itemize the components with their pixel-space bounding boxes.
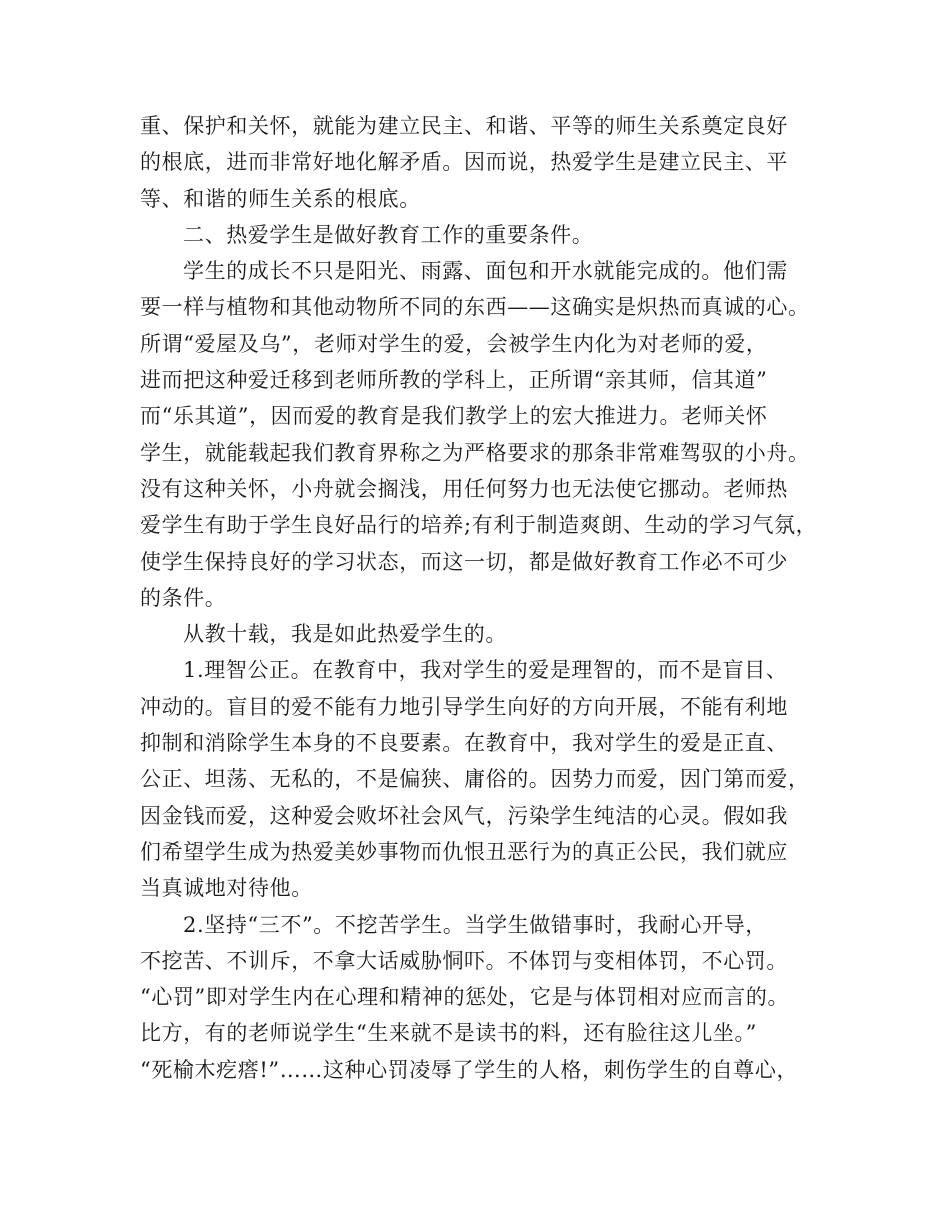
text-line: 的根底，进而非常好地化解矛盾。因而说，热爱学生是建立民主、平 xyxy=(140,150,788,175)
text-line: 学生的成长不只是阳光、雨露、面包和开水就能完成的。他们需 xyxy=(183,259,788,284)
text-line: 抑制和消除学生本身的不良要素。在教育中，我对学生的爱是正直、 xyxy=(140,731,788,756)
text-line: 1.理智公正。在教育中，我对学生的爱是理智的，而不是盲目、 xyxy=(183,658,788,683)
text-line: 公正、坦荡、无私的，不是偏狭、庸俗的。因势力而爱，因门第而爱， xyxy=(140,767,810,792)
text-line: 学生，就能载起我们教育界称之为严格要求的那条非常难驾驭的小舟。 xyxy=(140,440,810,465)
text-line: 没有这种关怀，小舟就会搁浅，用任何努力也无法使它挪动。老师热 xyxy=(140,476,788,501)
text-line: 的条件。 xyxy=(140,585,227,610)
text-line: 使学生保持良好的学习状态，而这一切，都是做好教育工作必不可少 xyxy=(140,549,788,574)
text-line: 重、保护和关怀，就能为建立民主、和谐、平等的师生关系奠定良好 xyxy=(140,114,788,138)
text-line: 2.坚持“三不”。不挖苦学生。当学生做错事时，我耐心开导， xyxy=(183,912,767,937)
text-line: 所谓“爱屋及乌”，老师对学生的爱，会被学生内化为对老师的爱， xyxy=(140,331,768,356)
text-line: 二、热爱学生是做好教育工作的重要条件。 xyxy=(183,222,594,247)
text-line: 不挖苦、不训斥，不拿大话威胁恫吓。不体罚与变相体罚，不心罚。 xyxy=(140,948,788,973)
text-line: “心罚”即对学生内在心理和精神的惩处，它是与体罚相对应而言的。 xyxy=(140,985,790,1010)
text-line: 进而把这种爱迁移到老师所教的学科上，正所谓“亲其师，信其道” xyxy=(140,368,768,393)
text-line: 比方，有的老师说学生“生来就不是读书的料，还有脸往这儿坐。” xyxy=(140,1021,757,1046)
text-line: 要一样与植物和其他动物所不同的东西——这确实是炽热而真诚的心。 xyxy=(140,295,810,320)
text-line: 们希望学生成为热爱美妙事物而仇恨丑恶行为的真正公民，我们就应 xyxy=(140,839,788,864)
text-line: “死榆木疙瘩!”……这种心罚凌辱了学生的人格，刺伤学生的自尊心， xyxy=(140,1057,799,1082)
document-body xyxy=(140,108,830,1088)
text-line: 等、和谐的师生关系的根底。 xyxy=(140,186,421,211)
text-line: 从教十载，我是如此热爱学生的。 xyxy=(183,622,507,647)
text-line: 当真诚地对待他。 xyxy=(140,876,313,901)
text-line: 冲动的。盲目的爱不能有力地引导学生向好的方向开展，不能有利地 xyxy=(140,694,788,719)
text-line: 因金钱而爱，这种爱会败坏社会风气，污染学生纯洁的心灵。假如我 xyxy=(140,803,788,828)
text-line: 爱学生有助于学生良好品行的培养;有利于制造爽朗、生动的学习气氛， xyxy=(140,513,818,538)
text-line: 而“乐其道”，因而爱的教育是我们教学上的宏大推进力。老师关怀 xyxy=(140,404,768,429)
